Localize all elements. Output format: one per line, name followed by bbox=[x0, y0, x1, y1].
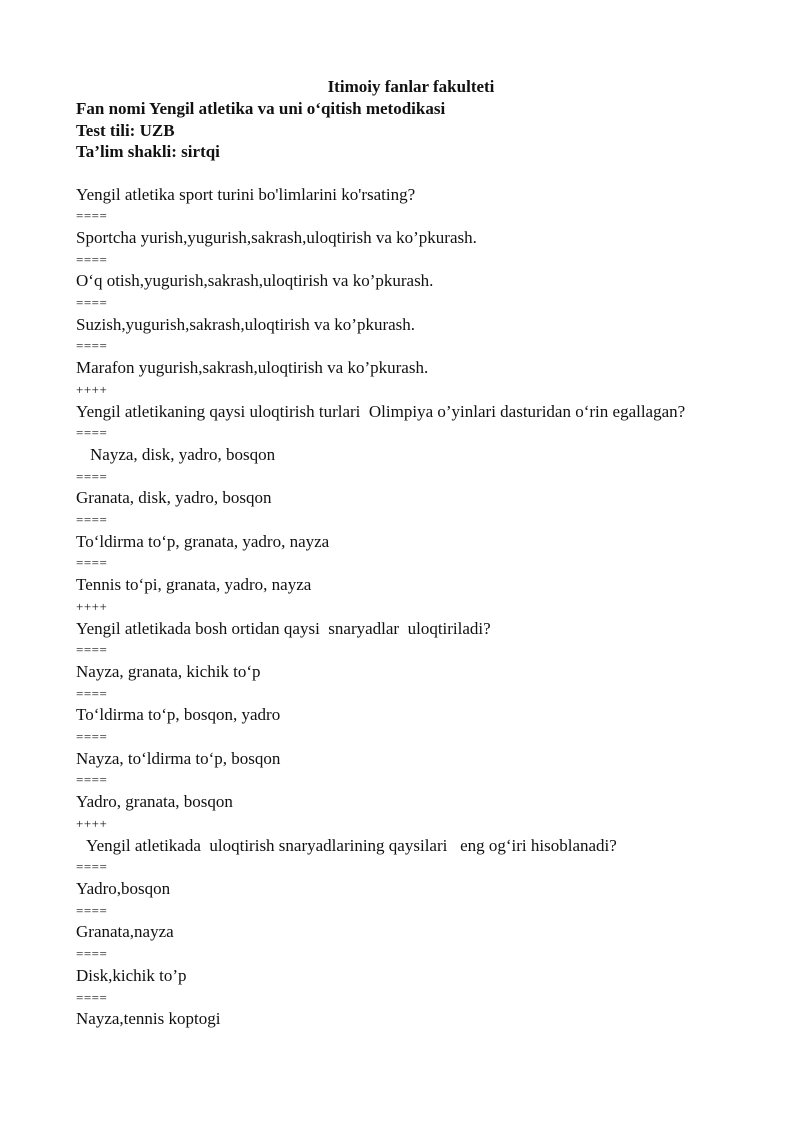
subject-name: Fan nomi Yengil atletika va uni o‘qitish metodikasi bbox=[76, 99, 446, 118]
question-2-text: Yengil atletikaning qaysi uloqtirish turlari Olimpiya o’yinlari dasturidan o‘rin egallagan? bbox=[76, 401, 686, 421]
question-2-answer-1: Nayza, disk, yadro, bosqon bbox=[90, 444, 276, 464]
answer-separator: ==== bbox=[76, 468, 108, 484]
question-3-answer-4: Yadro, granata, bosqon bbox=[76, 792, 233, 812]
answer-separator: ==== bbox=[76, 425, 108, 441]
question-separator: ++++ bbox=[76, 815, 108, 831]
faculty-title: Itimoiy fanlar fakulteti bbox=[327, 77, 495, 96]
question-4-answer-2: Granata,nayza bbox=[76, 922, 174, 942]
answer-separator: ==== bbox=[76, 642, 108, 658]
study-form: Ta’lim shakli: sirtqi bbox=[76, 142, 220, 161]
question-1-text: Yengil atletika sport turini bo'limlarini ko'rsating? bbox=[76, 184, 416, 204]
question-4-answer-4: Nayza,tennis koptogi bbox=[76, 1009, 221, 1029]
answer-separator: ==== bbox=[76, 295, 108, 311]
test-language: Test tili: UZB bbox=[76, 120, 175, 140]
answer-separator: ==== bbox=[76, 512, 108, 528]
question-4-answer-1: Yadro,bosqon bbox=[76, 879, 171, 898]
answer-separator: ==== bbox=[76, 685, 108, 701]
question-separator: ++++ bbox=[76, 381, 108, 397]
answer-separator: ==== bbox=[76, 946, 108, 962]
question-2-answer-3: To‘ldirma to‘p, granata, yadro, nayza bbox=[76, 531, 330, 551]
question-separator: ++++ bbox=[76, 598, 108, 614]
answer-separator: ==== bbox=[76, 208, 108, 224]
answer-separator: ==== bbox=[76, 729, 108, 745]
answer-separator: ==== bbox=[76, 772, 108, 788]
question-4-text: Yengil atletikada uloqtirish snaryadlarining qaysilari eng og‘iri hisoblanadi? bbox=[86, 835, 617, 855]
question-3-answer-3: Nayza, to‘ldirma to‘p, bosqon bbox=[76, 748, 281, 768]
question-3-answer-2: To‘ldirma to‘p, bosqon, yadro bbox=[76, 705, 281, 725]
answer-separator: ==== bbox=[76, 859, 108, 875]
question-3-answer-1: Nayza, granata, kichik to‘p bbox=[76, 661, 261, 681]
question-2-answer-2: Granata, disk, yadro, bosqon bbox=[76, 488, 272, 508]
question-1-answer-4: Marafon yugurish,sakrash,uloqtirish va ko’pkurash. bbox=[76, 358, 429, 378]
question-1-answer-2: O‘q otish,yugurish,sakrash,uloqtirish va ko’pkurash. bbox=[76, 271, 434, 291]
question-2-answer-4: Tennis to‘pi, granata, yadro, nayza bbox=[76, 575, 312, 595]
answer-separator: ==== bbox=[76, 251, 108, 267]
answer-separator: ==== bbox=[76, 338, 108, 354]
question-1-answer-3: Suzish,yugurish,sakrash,uloqtirish va ko’pkurash. bbox=[76, 314, 416, 334]
answer-separator: ==== bbox=[76, 989, 108, 1005]
answer-separator: ==== bbox=[76, 902, 108, 918]
header-spacer bbox=[76, 163, 736, 184]
answer-separator: ==== bbox=[76, 555, 108, 571]
document-page bbox=[76, 76, 736, 1030]
question-1-answer-1: Sportcha yurish,yugurish,sakrash,uloqtirish va ko’pkurash. bbox=[76, 227, 477, 247]
question-3-text: Yengil atletikada bosh ortidan qaysi snaryadlar uloqtiriladi? bbox=[76, 618, 491, 638]
question-4-answer-3: Disk,kichik to’p bbox=[76, 965, 187, 985]
